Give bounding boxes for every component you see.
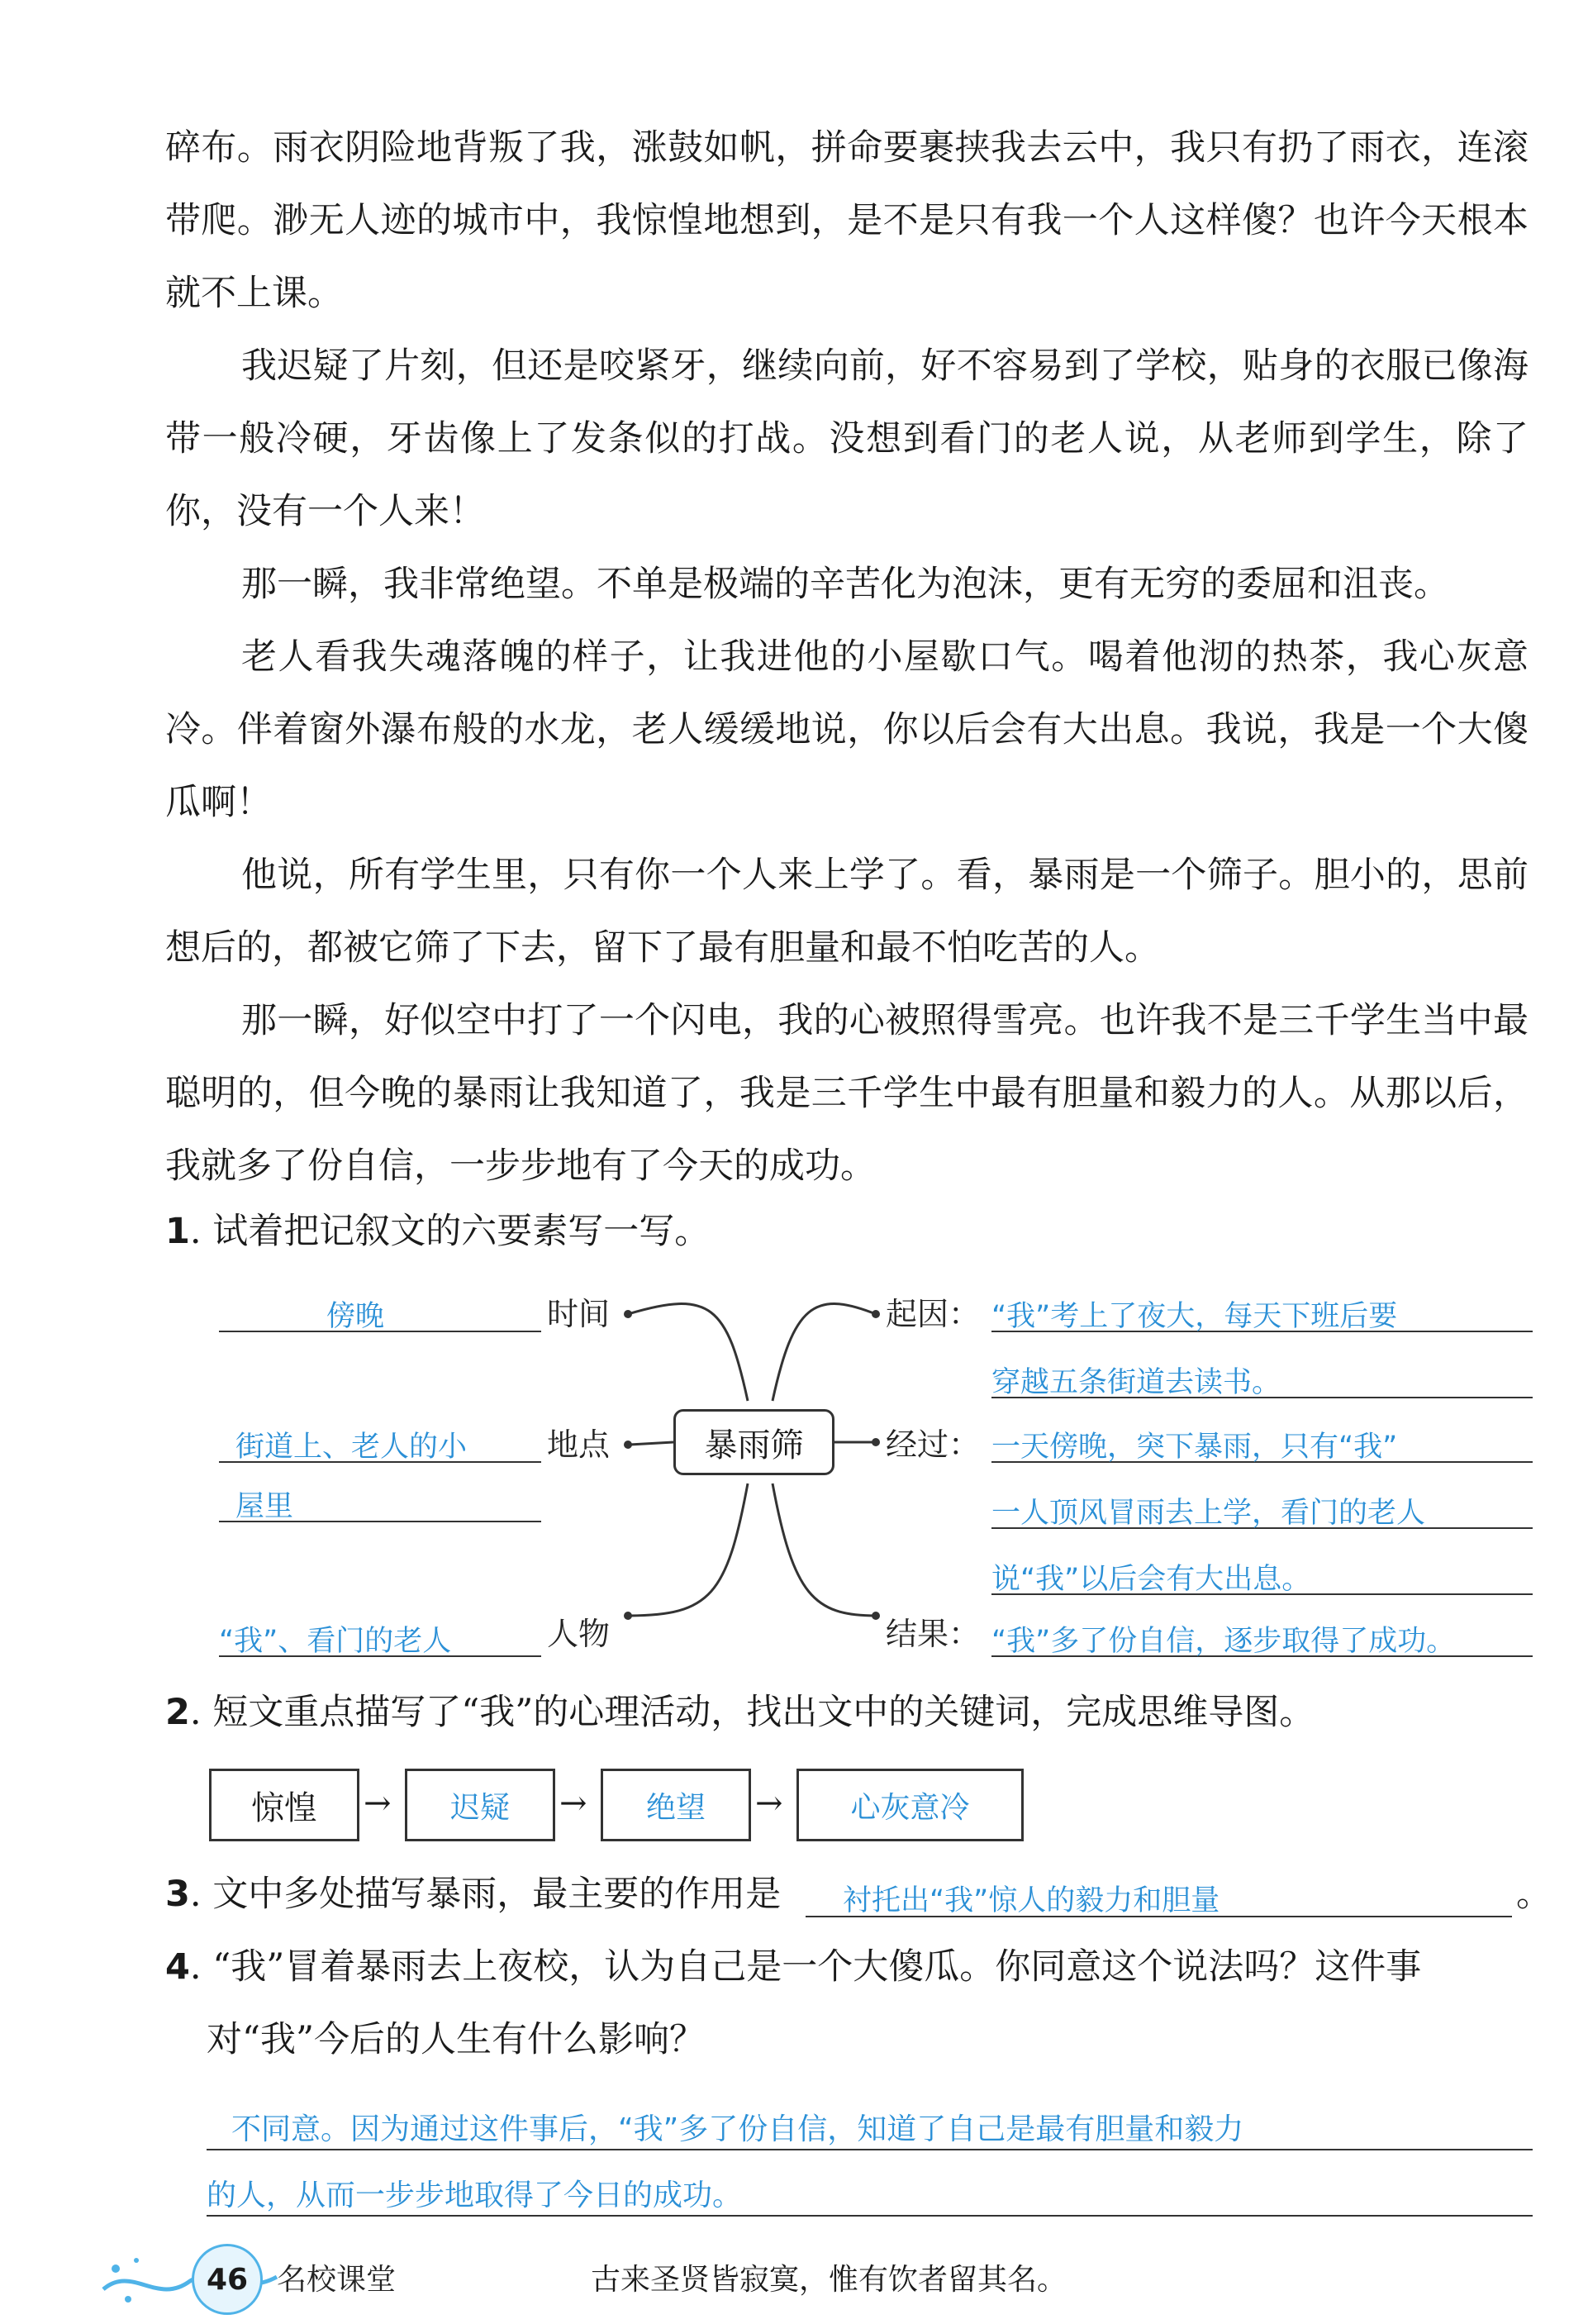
- label-time: 时间: [547, 1296, 611, 1332]
- answer-process-3: 说“我”以后会有大出息。: [991, 1563, 1311, 1596]
- passage-paragraph: 碎布。雨衣阴险地背叛了我，涨鼓如帆，拼命要裹挟我去云中，我只有扔了雨衣，连滚带爬。渺无人迹的城市中，我惊惶地想到，是不是只有我一个人这样傻？也许今天根本就不上课。: [165, 127, 1529, 314]
- answer-result: “我”多了份自信，逐步取得了成功。: [991, 1625, 1456, 1658]
- answer-line: [207, 2215, 1533, 2217]
- flow-box-given: 惊惶: [209, 1769, 359, 1841]
- question-4-line-2: 对“我”今后的人生有什么影响？: [207, 2019, 705, 2060]
- label-result: 结果：: [886, 1616, 981, 1652]
- page-number: 46: [192, 2244, 263, 2315]
- question-text: . 短文重点描写了“我”的心理活动，找出文中的关键词，完成思维导图。: [189, 1692, 1315, 1733]
- question-text: . “我”冒着暴雨去上夜校，认为自己是一个大傻瓜。你同意这个说法吗？这件事: [189, 1946, 1422, 1988]
- answer-q3: 衬托出“我”惊人的毅力和胆量: [843, 1884, 1220, 1917]
- passage-paragraph: 那一瞬，我非常绝望。不单是极端的辛苦化为泡沫，更有无穷的委屈和沮丧。: [241, 564, 1449, 605]
- label-place: 地点: [547, 1426, 611, 1463]
- flow-arrow: →: [364, 1784, 392, 1822]
- flow-box-answer: 绝望: [601, 1769, 751, 1841]
- answer-q4-1: 不同意。因为通过这件事后，“我”多了份自信，知道了自己是最有胆量和毅力: [231, 2112, 1244, 2146]
- question-number: 3: [165, 1874, 190, 1915]
- footer-motto: 古来圣贤皆寂寞，惟有饮者留其名。: [591, 2263, 1067, 2297]
- answer-q4-2: 的人，从而一步步地取得了今日的成功。: [207, 2179, 743, 2212]
- question-number: 1: [165, 1211, 190, 1252]
- passage-paragraph: 他说，所有学生里，只有你一个人来上学了。看，暴雨是一个筛子。胆小的，思前想后的，都被它筛了下去，留下了最有胆量和最不怕吃苦的人。: [165, 855, 1529, 969]
- answer-people: “我”、看门的老人: [219, 1625, 452, 1658]
- question-3-end: 。: [1516, 1874, 1552, 1915]
- question-3: [165, 1869, 781, 1919]
- label-process: 经过：: [886, 1426, 981, 1463]
- question-text: . 试着把记叙文的六要素写一写。: [189, 1211, 711, 1252]
- answer-time: 傍晚: [326, 1300, 385, 1333]
- label-cause: 起因：: [886, 1296, 981, 1332]
- passage-paragraph: 那一瞬，好似空中打了一个闪电，我的心被照得雪亮。也许我不是三千学生当中最聪明的，但今晚的暴雨让我知道了，我是三千学生中最有胆量和毅力的人。从那以后，我就多了份自信，一步步地有了今天的成功。: [165, 1000, 1529, 1187]
- label-people: 人物: [547, 1616, 611, 1652]
- question-text: . 文中多处描写暴雨，最主要的作用是: [189, 1874, 782, 1915]
- answer-line: [207, 2149, 1533, 2150]
- flow-arrow: →: [559, 1784, 587, 1822]
- brand-name: 名校课堂: [277, 2263, 397, 2297]
- mind-map-center: 暴雨筛: [673, 1409, 834, 1475]
- flow-box-answer: 心灰意冷: [796, 1769, 1024, 1841]
- flow-box-answer: 迟疑: [405, 1769, 555, 1841]
- answer-process-1: 一天傍晚，突下暴雨，只有“我”: [991, 1431, 1398, 1464]
- question-number: 4: [165, 1946, 190, 1988]
- flow-arrow: →: [755, 1784, 783, 1822]
- answer-place-2: 屋里: [235, 1490, 294, 1523]
- answer-place-1: 街道上、老人的小: [235, 1431, 468, 1464]
- question-number: 2: [165, 1692, 190, 1733]
- answer-process-2: 一人顶风冒雨去上学，看门的老人: [991, 1497, 1426, 1530]
- passage-paragraph: 我迟疑了片刻，但还是咬紧牙，继续向前，好不容易到了学校，贴身的衣服已像海带一般冷硬，牙齿像上了发条似的打战。没想到看门的老人说，从老师到学生，除了你，没有一个人来！: [165, 345, 1529, 532]
- passage-paragraph: 老人看我失魂落魄的样子，让我进他的小屋歇口气。喝着他沏的热茶，我心灰意冷。伴着窗外瀑布般的水龙，老人缓缓地说，你以后会有大出息。我说，我是一个大傻瓜啊！: [165, 636, 1529, 823]
- question-4: [165, 1942, 1421, 1992]
- answer-cause-1: “我”考上了夜大，每天下班后要: [991, 1300, 1398, 1333]
- answer-cause-2: 穿越五条街道去读书。: [991, 1366, 1281, 1399]
- question-2: [165, 1688, 1315, 1737]
